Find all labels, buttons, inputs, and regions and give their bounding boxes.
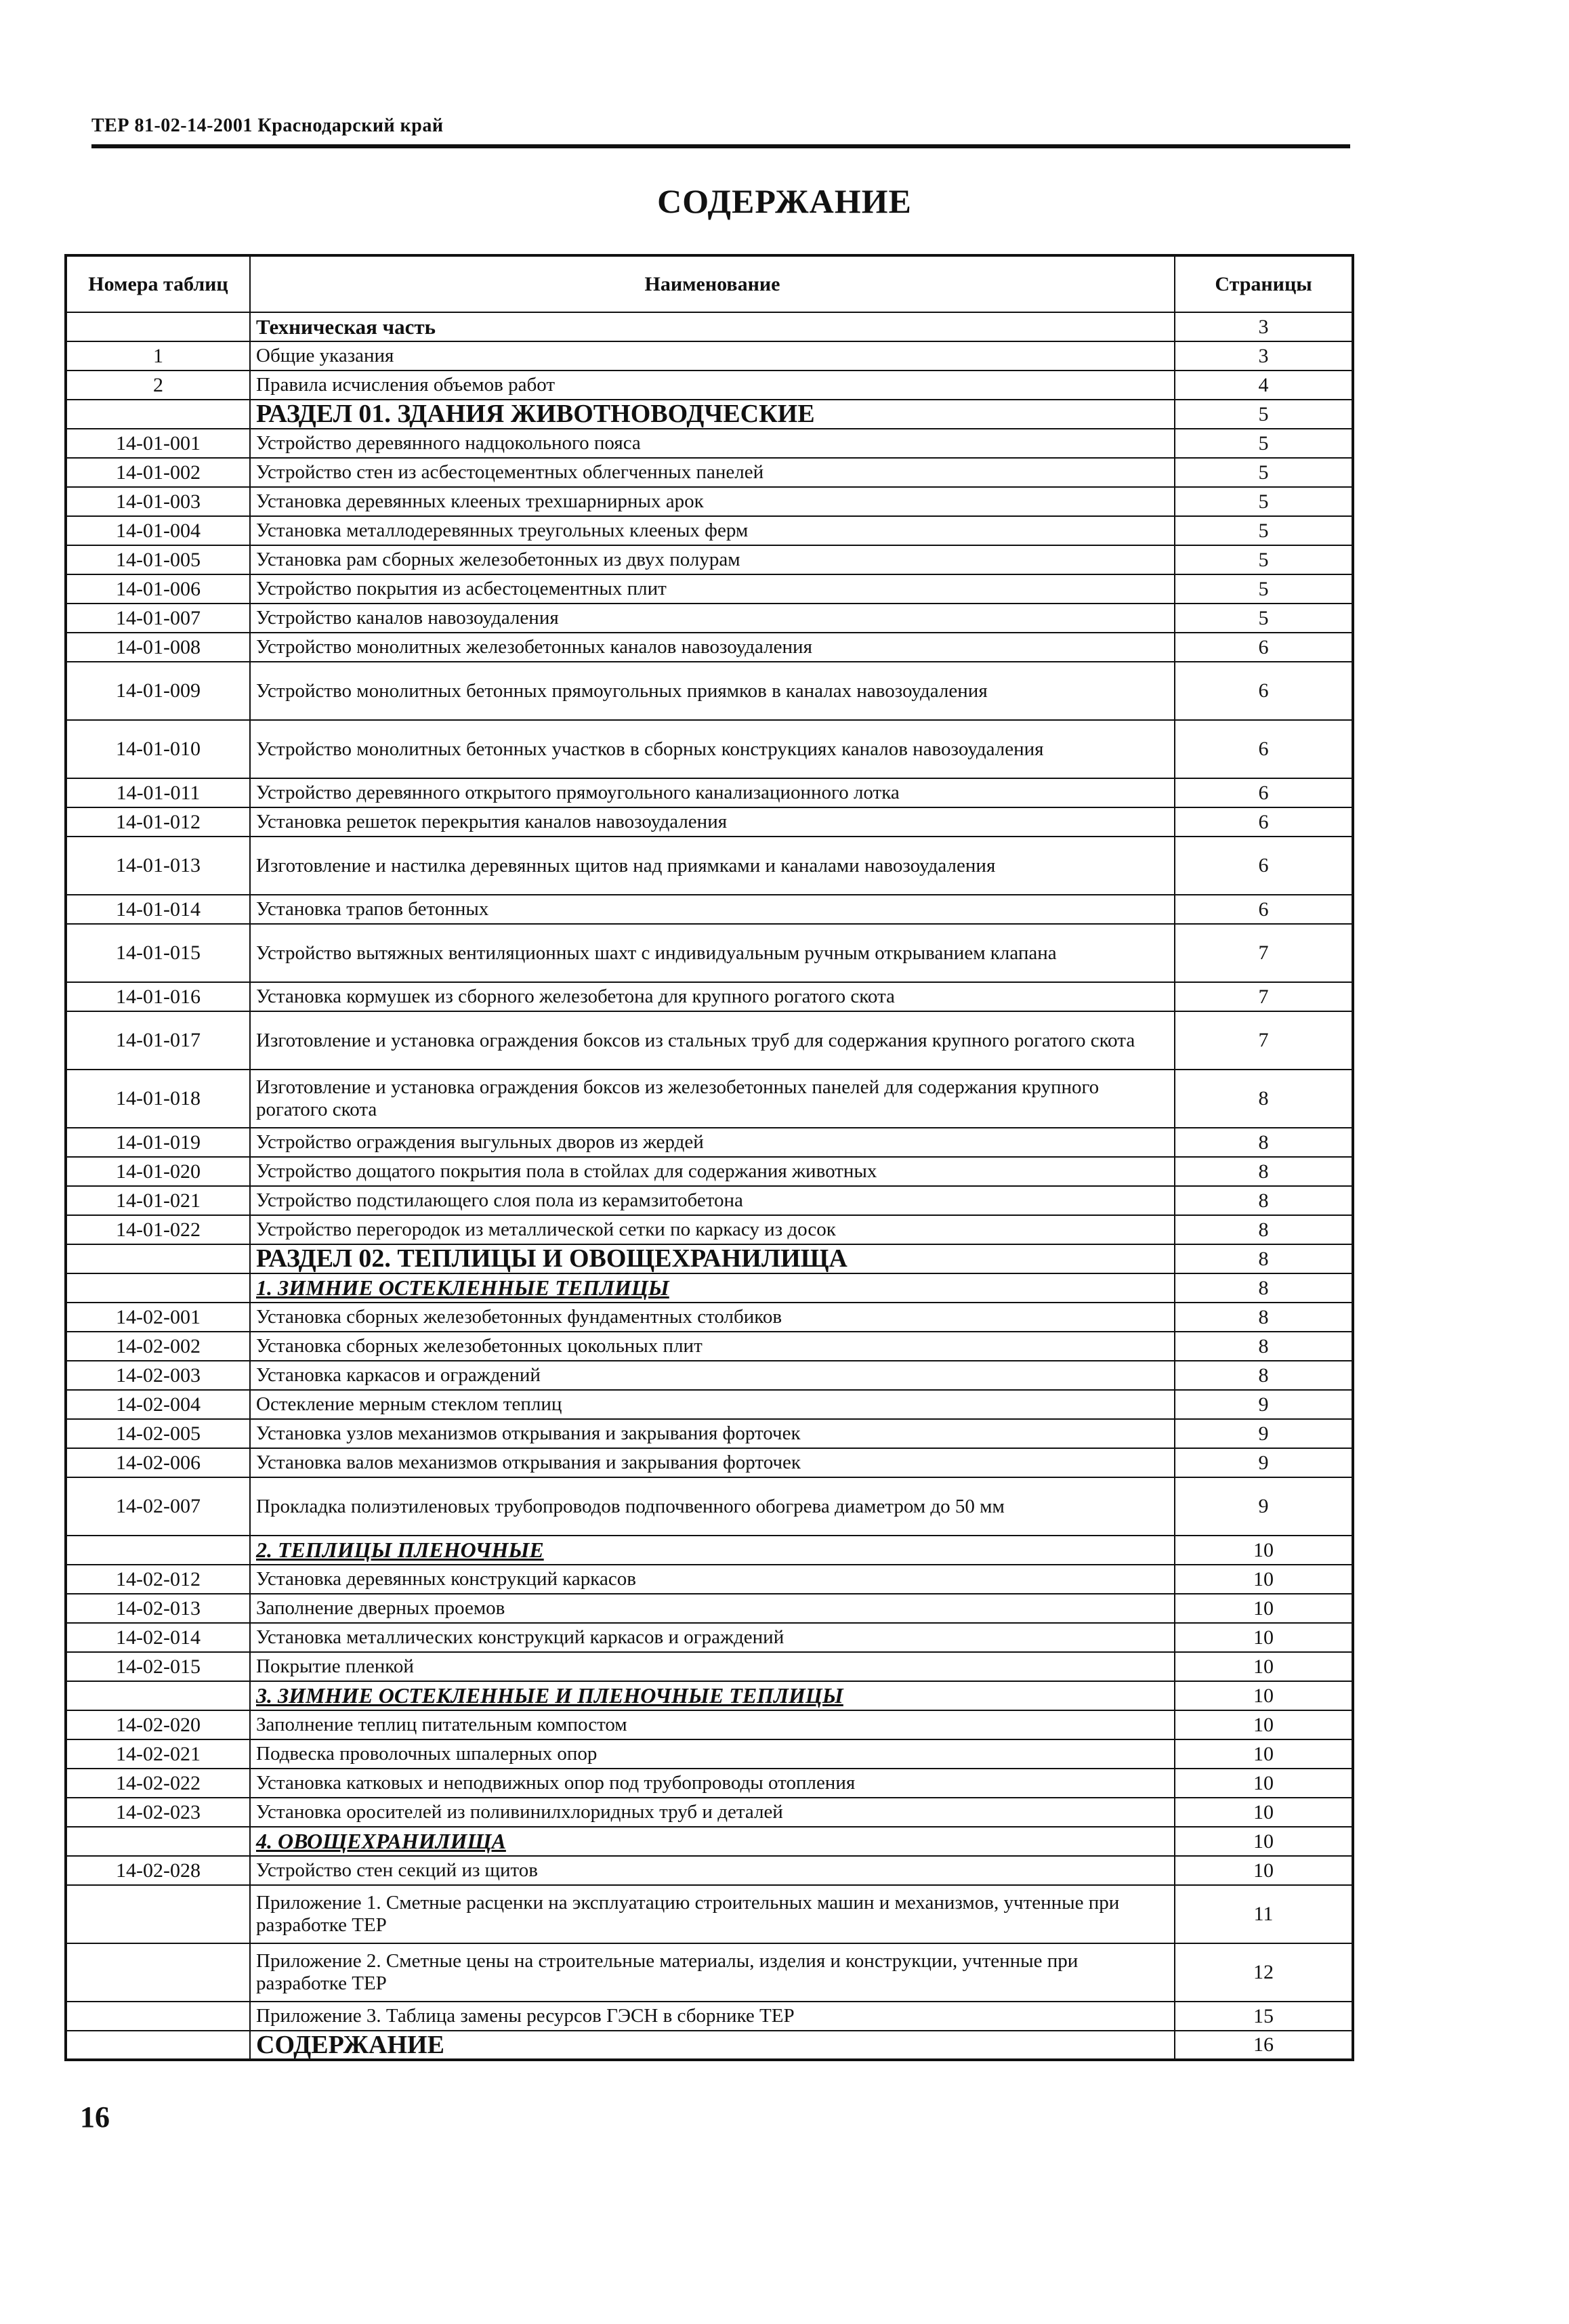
page-number-cell: 3 [1175, 312, 1353, 341]
page-number-cell: 10 [1175, 1565, 1353, 1594]
table-row [66, 604, 1353, 633]
table-row [66, 1332, 1353, 1361]
table-row [66, 720, 1353, 778]
table-number-cell: 14-01-017 [66, 1011, 250, 1070]
table-row [66, 516, 1353, 545]
page-number-cell: 6 [1175, 633, 1353, 662]
entry-name-cell: Установка металлических конструкций каркасов и ограждений [250, 1623, 1175, 1652]
page-number-cell: 8 [1175, 1273, 1353, 1303]
entry-name-cell: Устройство вытяжных вентиляционных шахт с индивидуальным ручным открыванием клапана [250, 924, 1175, 982]
table-number-cell: 14-01-011 [66, 778, 250, 807]
entry-name-cell: Установка сборных железобетонных цокольных плит [250, 1332, 1175, 1361]
contents-table [64, 254, 1354, 2061]
entry-name-cell: Устройство деревянного надцокольного пояса [250, 429, 1175, 458]
page-number-cell: 10 [1175, 1710, 1353, 1739]
table-number-cell: 14-01-008 [66, 633, 250, 662]
table-number-cell: 14-02-015 [66, 1652, 250, 1681]
table-number-cell: 14-01-004 [66, 516, 250, 545]
table-row [66, 341, 1353, 371]
page-number-cell: 7 [1175, 982, 1353, 1011]
entry-name-cell: Устройство монолитных железобетонных каналов навозоудаления [250, 633, 1175, 662]
table-number-cell: 14-02-012 [66, 1565, 250, 1594]
table-number-cell [66, 1273, 250, 1303]
entry-name-cell: Устройство перегородок из металлической сетки по каркасу из досок [250, 1215, 1175, 1244]
page-number-cell: 10 [1175, 1536, 1353, 1565]
column-header-name: Наименование [250, 255, 1175, 312]
table-number-cell: 14-01-015 [66, 924, 250, 982]
page-number-cell: 4 [1175, 371, 1353, 400]
entry-name-cell: Устройство покрытия из асбестоцементных плит [250, 574, 1175, 604]
page-number-cell: 6 [1175, 837, 1353, 895]
page-number-cell: 5 [1175, 400, 1353, 429]
subsection-title-cell: 2. ТЕПЛИЦЫ ПЛЕНОЧНЫЕ [250, 1536, 1175, 1565]
table-number-cell: 14-02-002 [66, 1332, 250, 1361]
table-row [66, 1739, 1353, 1769]
subsection-title-cell: 4. ОВОЩЕХРАНИЛИЩА [250, 1827, 1175, 1856]
table-number-cell [66, 1943, 250, 2002]
entry-name-cell: Устройство подстилающего слоя пола из керамзитобетона [250, 1186, 1175, 1215]
table-number-cell: 14-02-001 [66, 1303, 250, 1332]
entry-name-cell: Установка валов механизмов открывания и закрывания форточек [250, 1448, 1175, 1477]
entry-name-cell: Установка оросителей из поливинилхлоридных труб и деталей [250, 1798, 1175, 1827]
table-number-cell: 14-01-009 [66, 662, 250, 720]
running-header: ТЕР 81-02-14-2001 Краснодарский край [91, 115, 444, 136]
table-number-cell [66, 1885, 250, 1943]
table-row [66, 574, 1353, 604]
entry-name-cell: Правила исчисления объемов работ [250, 371, 1175, 400]
page-number-cell: 8 [1175, 1244, 1353, 1273]
entry-name-cell: Приложение 1. Сметные расценки на эксплуатацию строительных машин и механизмов, учтенные при разработке ТЕР [250, 1885, 1175, 1943]
entry-name-cell: Общие указания [250, 341, 1175, 371]
table-row [66, 2002, 1353, 2031]
table-number-cell: 14-02-023 [66, 1798, 250, 1827]
page-number-cell: 10 [1175, 1652, 1353, 1681]
subsection-title-cell: 3. ЗИМНИЕ ОСТЕКЛЕННЫЕ И ПЛЕНОЧНЫЕ ТЕПЛИЦЫ [250, 1681, 1175, 1710]
page-number-cell: 9 [1175, 1390, 1353, 1419]
entry-name-cell: Устройство деревянного открытого прямоугольного канализационного лотка [250, 778, 1175, 807]
table-row [66, 400, 1353, 429]
table-number-cell: 1 [66, 341, 250, 371]
entry-name-cell: Установка каркасов и ограждений [250, 1361, 1175, 1390]
table-number-cell: 14-02-005 [66, 1419, 250, 1448]
page-number-cell: 9 [1175, 1477, 1353, 1536]
table-number-cell: 14-01-020 [66, 1157, 250, 1186]
table-number-cell: 2 [66, 371, 250, 400]
table-number-cell: 14-01-012 [66, 807, 250, 837]
entry-name-cell: Изготовление и настилка деревянных щитов над приямками и каналами навозоудаления [250, 837, 1175, 895]
table-number-cell [66, 1827, 250, 1856]
table-row [66, 1798, 1353, 1827]
table-row [66, 1623, 1353, 1652]
table-row [66, 778, 1353, 807]
entry-name-cell: Устройство монолитных бетонных участков в сборных конструкциях каналов навозоудаления [250, 720, 1175, 778]
column-header-table-numbers: Номера таблиц [66, 255, 250, 312]
table-number-cell: 14-02-014 [66, 1623, 250, 1652]
entry-name-cell: Установка решеток перекрытия каналов навозоудаления [250, 807, 1175, 837]
table-number-cell: 14-01-016 [66, 982, 250, 1011]
entry-name-cell: Прокладка полиэтиленовых трубопроводов подпочвенного обогрева диаметром до 50 мм [250, 1477, 1175, 1536]
table-number-cell: 14-01-006 [66, 574, 250, 604]
table-row [66, 1070, 1353, 1128]
table-number-cell: 14-01-021 [66, 1186, 250, 1215]
page-number-cell: 5 [1175, 604, 1353, 633]
table-row [66, 1361, 1353, 1390]
table-number-cell: 14-01-022 [66, 1215, 250, 1244]
entry-name-cell: Установка деревянных клееных трехшарнирных арок [250, 487, 1175, 516]
table-row [66, 545, 1353, 574]
table-row [66, 1536, 1353, 1565]
page-number-cell: 5 [1175, 545, 1353, 574]
page-title: СОДЕРЖАНИЕ [657, 182, 912, 220]
entry-name-cell: Заполнение теплиц питательным компостом [250, 1710, 1175, 1739]
page-number-cell: 8 [1175, 1361, 1353, 1390]
table-row [66, 662, 1353, 720]
table-number-cell: 14-02-004 [66, 1390, 250, 1419]
table-row [66, 1419, 1353, 1448]
page-number-cell: 11 [1175, 1885, 1353, 1943]
table-row [66, 1448, 1353, 1477]
table-row [66, 1769, 1353, 1798]
table-row [66, 837, 1353, 895]
page-number-cell: 3 [1175, 341, 1353, 371]
table-number-cell: 14-02-020 [66, 1710, 250, 1739]
page-number-cell: 5 [1175, 429, 1353, 458]
page-number-cell: 6 [1175, 807, 1353, 837]
page-number-cell: 8 [1175, 1332, 1353, 1361]
section-title-cell: РАЗДЕЛ 02. ТЕПЛИЦЫ И ОВОЩЕХРАНИЛИЩА [250, 1244, 1175, 1273]
page-number-cell: 5 [1175, 574, 1353, 604]
header-rule [91, 144, 1350, 148]
table-row [66, 1011, 1353, 1070]
table-row [66, 2031, 1353, 2060]
table-row [66, 1186, 1353, 1215]
page-number-cell: 10 [1175, 1739, 1353, 1769]
page-number-cell: 10 [1175, 1856, 1353, 1885]
table-row [66, 1128, 1353, 1157]
entry-name-cell: Устройство монолитных бетонных прямоугольных приямков в каналах навозоудаления [250, 662, 1175, 720]
entry-name-cell: Установка деревянных конструкций каркасов [250, 1565, 1175, 1594]
table-number-cell: 14-01-007 [66, 604, 250, 633]
table-number-cell [66, 2002, 250, 2031]
entry-name-cell: Техническая часть [250, 312, 1175, 341]
page-number-cell: 10 [1175, 1798, 1353, 1827]
entry-name-cell: Заполнение дверных проемов [250, 1594, 1175, 1623]
table-number-cell: 14-01-005 [66, 545, 250, 574]
page-number-cell: 8 [1175, 1157, 1353, 1186]
table-row [66, 1303, 1353, 1332]
entry-name-cell: Установка сборных железобетонных фундаментных столбиков [250, 1303, 1175, 1332]
entry-name-cell: Установка металлодеревянных треугольных клееных ферм [250, 516, 1175, 545]
table-number-cell [66, 1681, 250, 1710]
page-number-cell: 10 [1175, 1769, 1353, 1798]
table-row [66, 1827, 1353, 1856]
page-number-cell: 8 [1175, 1186, 1353, 1215]
entry-name-cell: Установка рам сборных железобетонных из двух полурам [250, 545, 1175, 574]
contents-table-body [66, 312, 1353, 2060]
table-row [66, 1681, 1353, 1710]
table-row [66, 1943, 1353, 2002]
table-number-cell: 14-02-021 [66, 1739, 250, 1769]
table-number-cell [66, 400, 250, 429]
entry-name-cell: Подвеска проволочных шпалерных опор [250, 1739, 1175, 1769]
table-number-cell [66, 1244, 250, 1273]
table-number-cell [66, 312, 250, 341]
table-number-cell: 14-02-007 [66, 1477, 250, 1536]
page-number-cell: 8 [1175, 1070, 1353, 1128]
table-row [66, 1477, 1353, 1536]
page-number-cell: 10 [1175, 1594, 1353, 1623]
table-row [66, 807, 1353, 837]
table-row [66, 1594, 1353, 1623]
table-number-cell: 14-01-019 [66, 1128, 250, 1157]
entry-name-cell: Устройство каналов навозоудаления [250, 604, 1175, 633]
entry-name-cell: Устройство стен из асбестоцементных облегченных панелей [250, 458, 1175, 487]
page-number-cell: 6 [1175, 895, 1353, 924]
table-row [66, 1244, 1353, 1273]
page-number-cell: 8 [1175, 1128, 1353, 1157]
table-number-cell: 14-01-010 [66, 720, 250, 778]
entry-name-cell: Устройство дощатого покрытия пола в стойлах для содержания животных [250, 1157, 1175, 1186]
page-number: 16 [80, 2100, 110, 2134]
page-number-cell: 12 [1175, 1943, 1353, 2002]
table-row [66, 1885, 1353, 1943]
entry-name-cell: Изготовление и установка ограждения боксов из стальных труб для содержания крупного рогатого скота [250, 1011, 1175, 1070]
table-number-cell: 14-02-013 [66, 1594, 250, 1623]
entry-name-cell: Приложение 2. Сметные цены на строительные материалы, изделия и конструкции, учтенные при разработке ТЕР [250, 1943, 1175, 2002]
table-row [66, 1157, 1353, 1186]
page-number-cell: 10 [1175, 1827, 1353, 1856]
table-number-cell: 14-02-022 [66, 1769, 250, 1798]
table-row [66, 1215, 1353, 1244]
entry-name-cell: Устройство стен секций из щитов [250, 1856, 1175, 1885]
table-row [66, 982, 1353, 1011]
entry-name-cell: Установка узлов механизмов открывания и закрывания форточек [250, 1419, 1175, 1448]
table-row [66, 924, 1353, 982]
table-number-cell: 14-01-002 [66, 458, 250, 487]
page-number-cell: 8 [1175, 1303, 1353, 1332]
table-row [66, 487, 1353, 516]
table-row [66, 1710, 1353, 1739]
page-number-cell: 9 [1175, 1448, 1353, 1477]
table-row [66, 371, 1353, 400]
table-row [66, 1565, 1353, 1594]
table-row [66, 1273, 1353, 1303]
table-number-cell: 14-01-003 [66, 487, 250, 516]
table-number-cell: 14-02-003 [66, 1361, 250, 1390]
entry-name-cell: Остекление мерным стеклом теплиц [250, 1390, 1175, 1419]
page-number-cell: 15 [1175, 2002, 1353, 2031]
entry-name-cell: Приложение 3. Таблица замены ресурсов ГЭСН в сборнике ТЕР [250, 2002, 1175, 2031]
table-row [66, 895, 1353, 924]
subsection-title-cell: 1. ЗИМНИЕ ОСТЕКЛЕННЫЕ ТЕПЛИЦЫ [250, 1273, 1175, 1303]
page-number-cell: 10 [1175, 1681, 1353, 1710]
page-number-cell: 6 [1175, 662, 1353, 720]
page-number-cell: 16 [1175, 2031, 1353, 2060]
page-number-cell: 9 [1175, 1419, 1353, 1448]
page-number-cell: 5 [1175, 516, 1353, 545]
table-number-cell: 14-01-014 [66, 895, 250, 924]
table-number-cell: 14-02-006 [66, 1448, 250, 1477]
page-number-cell: 5 [1175, 487, 1353, 516]
table-number-cell [66, 2031, 250, 2060]
table-row [66, 458, 1353, 487]
entry-name-cell: Изготовление и установка ограждения боксов из железобетонных панелей для содержания крупного рогатого скота [250, 1070, 1175, 1128]
table-row [66, 312, 1353, 341]
table-number-cell: 14-01-001 [66, 429, 250, 458]
page-number-cell: 8 [1175, 1215, 1353, 1244]
entry-name-cell: Установка кормушек из сборного железобетона для крупного рогатого скота [250, 982, 1175, 1011]
table-row [66, 1390, 1353, 1419]
table-row [66, 1652, 1353, 1681]
page-number-cell: 5 [1175, 458, 1353, 487]
page-number-cell: 7 [1175, 1011, 1353, 1070]
entry-name-cell: Установка катковых и неподвижных опор под трубопроводы отопления [250, 1769, 1175, 1798]
column-header-pages: Страницы [1175, 255, 1353, 312]
page-number-cell: 6 [1175, 778, 1353, 807]
table-number-cell: 14-01-018 [66, 1070, 250, 1128]
table-row [66, 633, 1353, 662]
table-row [66, 1856, 1353, 1885]
section-title-cell: РАЗДЕЛ 01. ЗДАНИЯ ЖИВОТНОВОДЧЕСКИЕ [250, 400, 1175, 429]
section-title-cell: СОДЕРЖАНИЕ [250, 2031, 1175, 2060]
page-number-cell: 7 [1175, 924, 1353, 982]
page-number-cell: 6 [1175, 720, 1353, 778]
table-number-cell: 14-02-028 [66, 1856, 250, 1885]
table-number-cell: 14-01-013 [66, 837, 250, 895]
entry-name-cell: Покрытие пленкой [250, 1652, 1175, 1681]
entry-name-cell: Установка трапов бетонных [250, 895, 1175, 924]
entry-name-cell: Устройство ограждения выгульных дворов из жердей [250, 1128, 1175, 1157]
table-number-cell [66, 1536, 250, 1565]
table-row [66, 429, 1353, 458]
page-number-cell: 10 [1175, 1623, 1353, 1652]
